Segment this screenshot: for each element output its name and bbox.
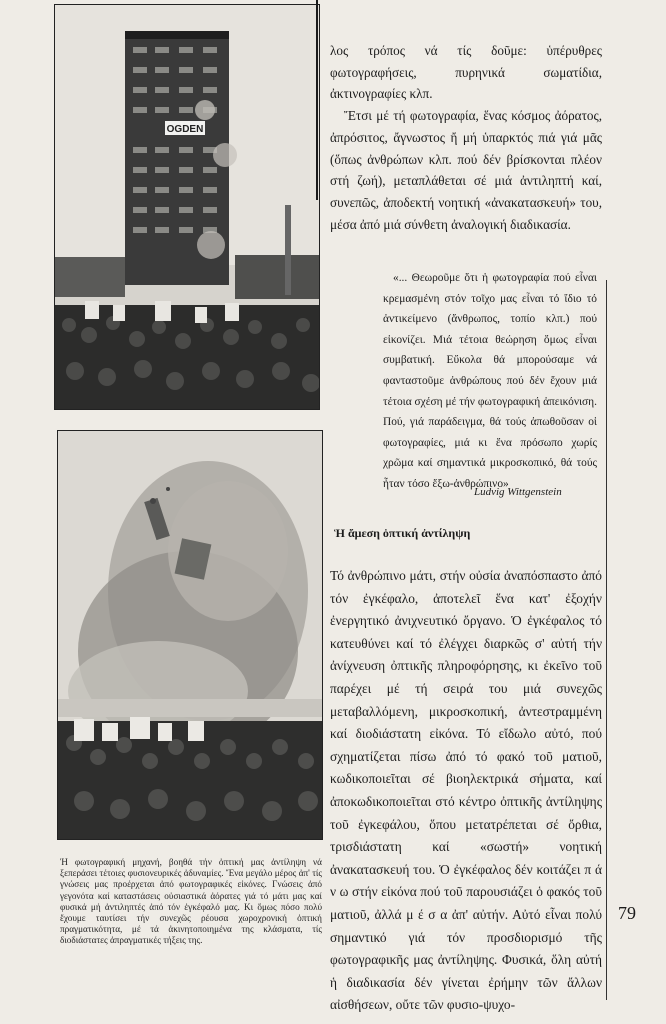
- paragraph-continued: λος τρόπος νά τίς δοῦμε: ὑπέρυθρες φωτογραφήσεις, πυρηνικά σωματίδια, ἀκτινογραφίες κλπ.: [330, 43, 602, 102]
- column-divider: [316, 0, 318, 200]
- section-heading: Ἡ ἄμεση ὀπτική ἀντίληψη: [334, 526, 471, 540]
- collapse-illustration: [58, 431, 322, 839]
- photo-caption: Ἡ φωτογραφική μηχανή, βοηθά τήν ὀπτική μας ἀντίληψη νά ξεπεράσει τέτοιες φυσιονευρικές ἀδυναμίες. Ἕνα μεγάλο μέρος ἀπ' τίς γνώσεις μας προέρχεται ἀπό φωτογραφικές εἰκόνες. Γνώσεις ἀπό γεγονότα καί καταστάσεις οὐσιαστικά ἀόρατες γιά τό μάτι μας καί φυσικά μή ἀντιληπτές ἀπό τόν ἐγκέφαλό μας. Κι ὅμως πόσο πολύ ἔχουμε ταυτίσει τήν συνεχῶς ρέουσα χωροχρονική ὀπτική πραγματικότητα, μέ τά ἀκινητοποιημένα της κλάσματα, τίς διοδιάστατες ἀπραγματικές τήξεις της.: [60, 857, 322, 946]
- article-intro: [330, 40, 602, 235]
- right-margin-rule: [606, 280, 607, 1000]
- tower-illustration: [55, 5, 319, 409]
- photo-tower-collapsing: [57, 430, 323, 840]
- section-paragraph: Τό ἀνθρώπινο μάτι, στήν οὐσία ἀναπόσπαστο ἀπό τόν ἐγκέφαλο, ἀποτελεῖ ἕνα κατ' ἐξοχήν ἐνεργητικό ἀνιχνευτικό ὄργανο. Ὁ ἐγκέφαλος τό κατευθύνει καί τό ἐλέγχει διαρκῶς σ' αὐτή τήν ἀνίχνευση ὀπτικῆς πληροφόρησης, κι ἐκεῖνο τοῦ παρέχει μέ τή σειρά του μιά συνεχῶς μεταβαλλόμενη, μικροσκοπική, ἀντεστραμμένη καί διοδιάστατη εἰκόνα. Τό εἴδωλο αὐτό, πού σχηματίζεται πίσω ἀπό τό φακό τοῦ ματιοῦ, κωδικοποιεῖται σέ βιοηλεκτρικά σήματα, καί ἀποκωδικοποιεῖται στό κέντρο ὀπτικῆς ἀντίληψης τοῦ ἐγκεφάλου, ὅπου μετατρέπεται σέ ὄρθια, τρισδιάστατη καί «σωστή» νοητική ἀνακατασκευή του. Ὁ ἐγκέφαλος δέν κοιτάζει π ά ν ω στήν εἰκόνα πού τοῦ παρουσιάζει ὁ φακός τοῦ ματιοῦ, ἀλλά μ έ σ α ἀπ' αὐτήν. Αὐτό εἶναι πολύ σημαντικό γιά τόν προσδιορισμό τῆς φωτογραφικῆς μας ἀντίληψης. Φυσικά, ὅλη αὐτή ἡ διαδικασία δέν γίνεται ἐρήμην τῶν ἄλλων αἰσθήσεων, οὔτε τῶν φυσιο-ψυχο-: [330, 568, 602, 1013]
- paragraph-photography: Ἔτσι μέ τή φωτογραφία, ἕνας κόσμος ἀόρατος, ἀπρόσιτος, ἄγνωστος ἤ μή ὑπαρκτός πιά γιά μᾶς (ὅπως ἀνθρώπων κλπ. πού δέν βρίσκονται πλέον στή ζωή), μεταπλάθεται σέ μιά ἀντιληπτή καί, συνεπῶς, ἀποδεκτή νοητική «ἀνακατασκευή» του, μέσα ἀπό μιά σύνθετη ἀναλογική διαδικασία.: [330, 108, 602, 232]
- tower-sign-text: OGDEN: [166, 124, 204, 135]
- page-number: 79: [618, 903, 636, 923]
- quote-text: «... Θεωροῦμε ὅτι ἡ φωτογραφία πού εἶναι κρεμασμένη στόν τοῖχο μας εἶναι τό ἴδιο τό ἀντικείμενο (ἄνθρωπος, τοπίο κλπ.) πού εἰκονίζει. Μιά τέτοια θεώρηση ὅμως εἶναι συμβατική. Εὔκολα θά μπορούσαμε νά φανταστοῦμε ἀνθρώπους πού δέν ἔχουν μιά τέτοια σχέση μέ τήν φωτογραφική ἀπεικόνιση. Πού, γιά παράδειγμα, θά τούς ἀπωθοῦσαν οἱ φωτογραφίες, μιά κι ἕνα πρόσωπο χωρίς χρῶμα καί σημαντικά μικροσκοπικό, θά τούς ἦταν τόσο ἔξω-ἀνθρώπινο»: [383, 272, 597, 490]
- photo-tower-before-demolition: [54, 4, 320, 410]
- section-body: [330, 565, 602, 1017]
- quote-attribution: Ludvig Wittgenstein: [474, 486, 562, 498]
- wittgenstein-quote: [383, 268, 597, 495]
